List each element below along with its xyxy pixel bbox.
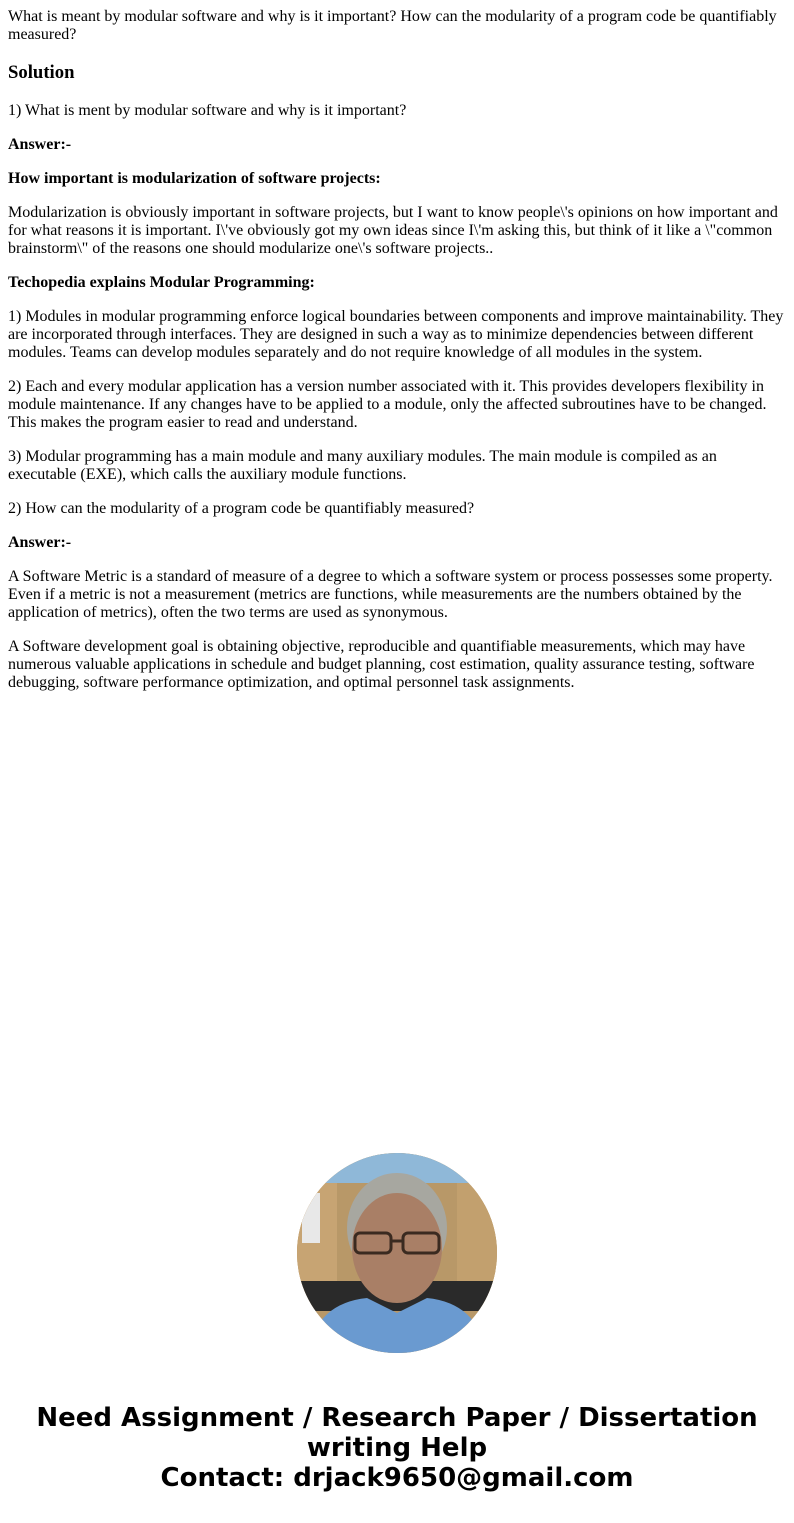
point-1: 1) Modules in modular programming enforce logical boundaries between components and improve maintainability. They are incorporated through interfaces. They are designed in such a way as to minimize dependencies between different modules. Teams can develop modules separately and do not require knowledge of all modules in the system. (8, 308, 784, 361)
part1-answer-label: Answer:- (8, 136, 72, 153)
promo-line-2: writing Help (306, 1433, 488, 1463)
portrait-image (297, 1153, 497, 1353)
part2-paragraph-2: A Software development goal is obtaining objective, reproducible and quantifiable measurements, which may have numerous valuable applications in schedule and budget planning, cost estimation, quality assurance testing, software debugging, software performance optimization, and optimal personnel task assignments. (8, 638, 755, 691)
part2-answer-label: Answer:- (8, 534, 72, 551)
part2-question: 2) How can the modularity of a program code be quantifiably measured? (8, 500, 475, 517)
question-text: What is meant by modular software and why is it important? How can the modularity of a program code be quantifiably measured? (8, 8, 777, 43)
point-2: 2) Each and every modular application has a version number associated with it. This provides developers flexibility in module maintenance. If any changes have to be applied to a module, only the affected subroutines have to be changed. This makes the program easier to read and understand. (8, 378, 767, 431)
solution-heading: Solution (8, 62, 75, 83)
part1-subheading-techopedia: Techopedia explains Modular Programming: (8, 274, 315, 291)
part1-intro: Modularization is obviously important in software projects, but I want to know people\'s opinions on how important and for what reasons it is important. I\'ve obviously got my own ideas since I\'m asking this, but think of it like a \"common brainstorm\" of the reasons one should modularize one\'s software projects.. (8, 204, 778, 257)
document-body (8, 8, 786, 708)
promo-line-1: Need Assignment / Research Paper / Dissertation (36, 1403, 758, 1433)
promo-banner (0, 1403, 794, 1493)
part1-subheading-importance: How important is modularization of software projects: (8, 170, 381, 187)
part2-paragraph-1: A Software Metric is a standard of measure of a degree to which a software system or process possesses some property. Even if a metric is not a measurement (metrics are functions, while measurements are the numbers obtained by the application of metrics), often the two terms are used as synonymous. (8, 568, 773, 621)
point-3: 3) Modular programming has a main module and many auxiliary modules. The main module is compiled as an executable (EXE), which calls the auxiliary module functions. (8, 448, 717, 483)
promo-contact: Contact: drjack9650@gmail.com (160, 1463, 634, 1493)
part1-question: 1) What is ment by modular software and why is it important? (8, 102, 407, 119)
author-avatar (297, 1153, 497, 1353)
